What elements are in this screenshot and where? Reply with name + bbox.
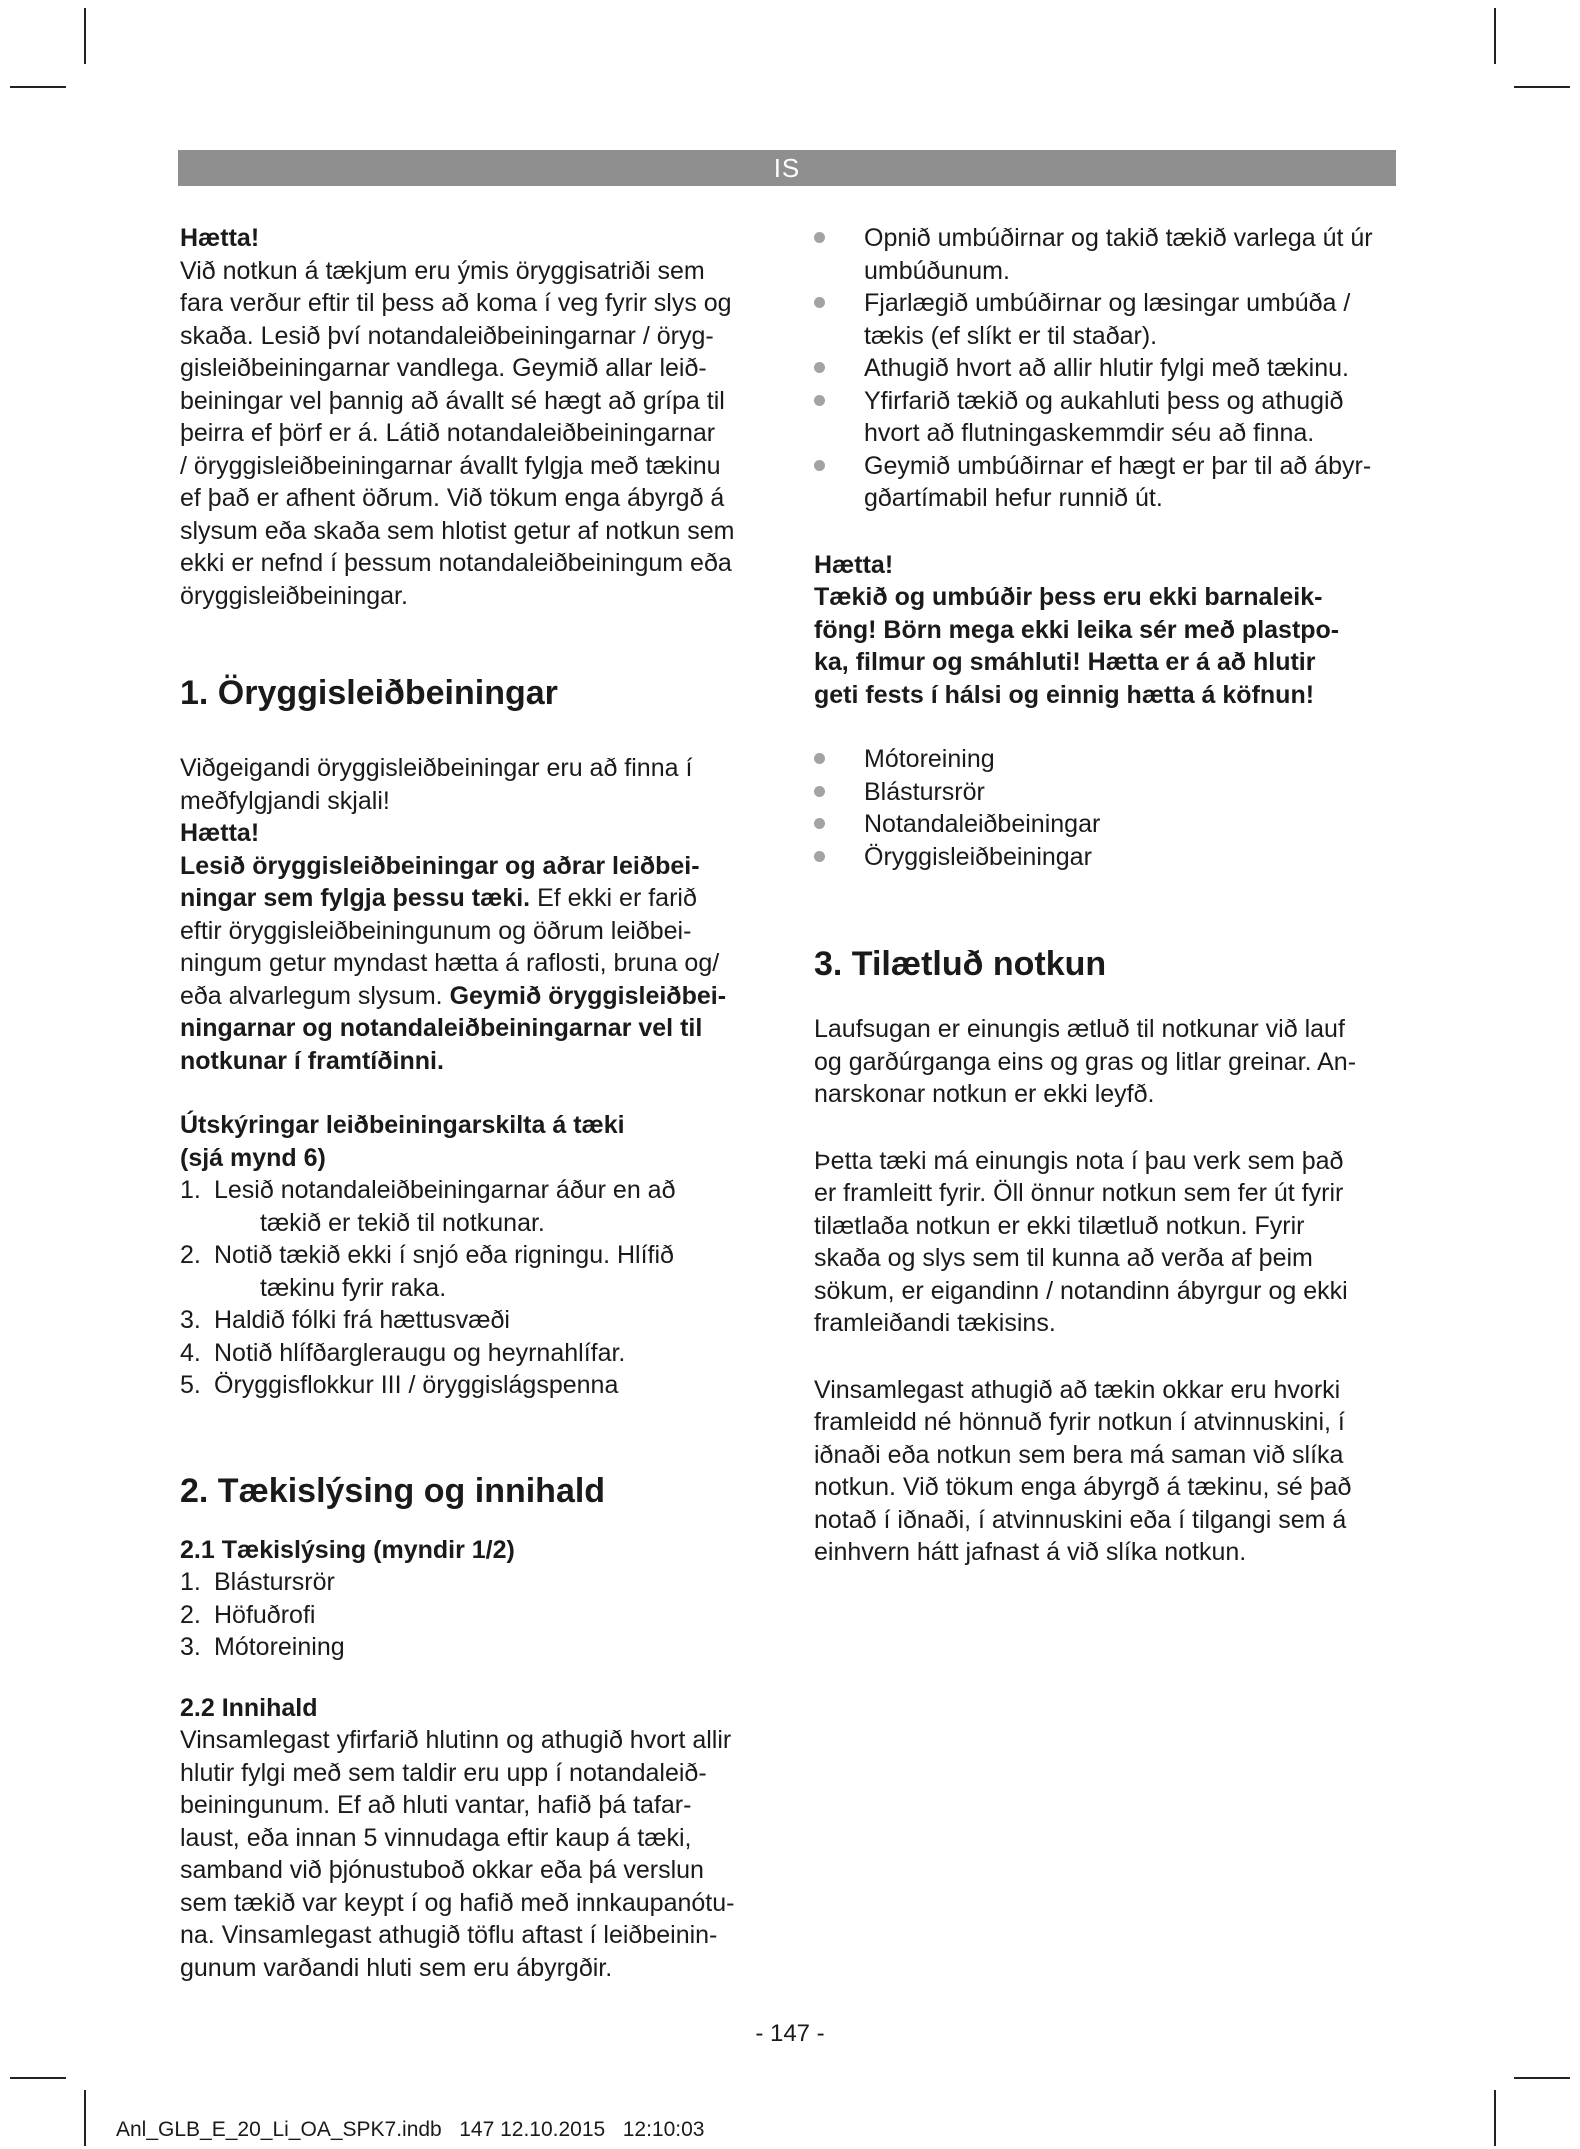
crop-mark [1494,2090,1496,2146]
child-warning: Hætta! Tækið og umbúðir þess eru ekki barnaleik- föng! Börn mega ekki leika sér með plastpo- ka, filmur og smáhluti! Hætta er á að hlutir geti fests í hálsi og einnig hætta á köfnun! [814,550,1340,709]
section-2-title: 2. Tækislýsing og innihald [180,1471,606,1510]
contents-list [814,743,1414,873]
section-1-body: Viðgeigandi öryggisleiðbeiningar eru að finna í meðfylgjandi skjali! Hætta! Lesið öryggisleiðbeiningar og aðrar leiðbei- ningar sem fylgja þessu tæki. Ef ekki er farið eftir öryggisleiðbeiningunum og öðrum leiðbei- ningum getur myndast hætta á raflosti, bruna og/ eða alvarlegum slysum. Geymið öryggisleiðbei- ningarnar og notandaleiðbeiningarnar vel til notkunar í framtíðinni. [180,752,772,1077]
language-header-bar [178,150,1396,186]
left-column [180,222,772,1984]
labels-list [180,1174,772,1402]
list-item: Öryggisleiðbeiningar [814,841,1414,874]
list-item: 2. Höfuðrofi [180,1600,316,1629]
list-item: Mótoreining [814,743,1414,776]
device-parts-list [180,1566,772,1664]
list-item: 2. Notið tækið ekki í snjó eða rigningu. Hlífið tækinu fyrir raka. [180,1241,674,1302]
page-number: - 147 - [755,2020,825,2047]
section-2-1-title: 2.1 Tækislýsing (myndir 1/2) [180,1535,515,1564]
right-column [814,222,1414,1569]
labels-heading: Útskýringar leiðbeiningarskilta á tæki (sjá mynd 6) [180,1111,625,1172]
bullet-icon [814,460,825,471]
intro-heading: Hætta! [180,224,260,252]
list-item: Blástursrör [814,776,1414,809]
list-item: Athugið hvort að allir hlutir fylgi með tækinu. [814,352,1414,385]
section-3-paragraph-2: Þetta tæki má einungis nota í þau verk sem það er framleitt fyrir. Öll önnur notkun sem fer út fyrir tilætlaða notkun er ekki tilætluð notkun. Fyrir skaða og slys sem til kunna að verða af þeim sökum, er eigandinn / notandinn ábyrgur og ekki framleiðandi tækisins. [814,1146,1348,1337]
section-2-2-title: 2.2 Innihald [180,1693,318,1722]
crop-mark [84,2090,86,2146]
list-item: Yfirfarið tækið og aukahluti þess og athugið hvort að flutningaskemmdir séu að finna. [814,385,1414,450]
section-1-title: 1. Öryggisleiðbeiningar [180,674,558,712]
list-item: 1. Blástursrör [180,1568,335,1596]
section-3-paragraph-3: Vinsamlegast athugið að tækin okkar eru hvorki framleidd né hönnuð fyrir notkun í atvinnuskini, í iðnaði eða notkun sem bera má saman við slíka notkun. Við tökum enga ábyrgð á tækinu, sé það notað í iðnaði, í atvinnuskini eða í tilgangi sem á einhvern hátt jafnast á við slíka notkun. [814,1375,1352,1566]
language-code: IS [773,153,801,183]
intro-paragraph: Við notkun á tækjum eru ýmis öryggisatriði sem fara verður eftir til þess að koma í veg fyrir slys og skaða. Lesið því notandaleiðbeiningarnar / öryg- gisleiðbeiningarnar vandlega. Geymið allar leið- beiningar vel þannig að ávallt sé hægt að grípa til þeirra ef þörf er á. Látið notandaleiðbeiningarnar / öryggisleiðbeiningarnar ávallt fylgja með tækinu ef það er afhent öðrum. Við tökum enga ábyrgð á slysum eða skaða sem hlotist getur af notkun sem ekki er nefnd í þessum notandaleiðbeiningum eða öryggisleiðbeiningar. [180,256,735,610]
list-item: 4. Notið hlífðargleraugu og heyrnahlífar. [180,1338,626,1367]
unpacking-list [814,222,1414,515]
crop-mark [10,86,66,88]
bullet-icon [814,362,825,373]
hazard-label: Hætta! [180,819,260,847]
bullet-icon [814,395,825,406]
bullet-icon [814,786,825,797]
print-slug: Anl_GLB_E_20_Li_OA_SPK7.indb 147 12.10.2015 12:10:03 [116,2118,705,2141]
section-3-paragraph-1: Laufsugan er einungis ætluð til notkunar við lauf og garðúrganga eins og gras og litlar greinar. An- narskonar notkun er ekki leyfð. [814,1015,1357,1108]
crop-mark [84,8,86,64]
list-item: Notandaleiðbeiningar [814,808,1414,841]
bullet-icon [814,753,825,764]
list-item: Fjarlægið umbúðirnar og læsingar umbúða / tækis (ef slíkt er til staðar). [814,287,1414,352]
section-3-title: 3. Tilætluð notkun [814,945,1107,983]
list-item: Geymið umbúðirnar ef hægt er þar til að ábyr- gðartímabil hefur runnið út. [814,450,1414,515]
crop-mark [1494,8,1496,64]
bullet-icon [814,851,825,862]
list-item: 3. Haldið fólki frá hættusvæði [180,1306,510,1334]
crop-mark [1514,2077,1570,2079]
list-item: Opnið umbúðirnar og takið tækið varlega út úr umbúðunum. [814,222,1414,287]
list-item: 1. Lesið notandaleiðbeiningarnar áður en að tækið er tekið til notkunar. [180,1176,676,1237]
list-item: 5. Öryggisflokkur III / öryggislágspenna [180,1371,619,1399]
crop-mark [10,2077,66,2079]
bullet-icon [814,297,825,308]
section-2-2-body: Vinsamlegast yfirfarið hlutinn og athugið hvort allir hlutir fylgi með sem taldir eru upp í notandaleið- beiningunum. Ef að hluti vantar, hafið þá tafar- laust, eða innan 5 vinnudaga eftir kaup á tæki, samband við þjónustuboð okkar eða þá verslun sem tækið var keypt í og hafið með innkaupanótu- na. Vinsamlegast athugið töflu aftast í leiðbeinin- gunum varðandi hluti sem eru ábyrgðir. [180,1726,735,1982]
list-item: 3. Mótoreining [180,1633,345,1661]
crop-mark [1514,86,1570,88]
bullet-icon [814,818,825,829]
bullet-icon [814,232,825,243]
